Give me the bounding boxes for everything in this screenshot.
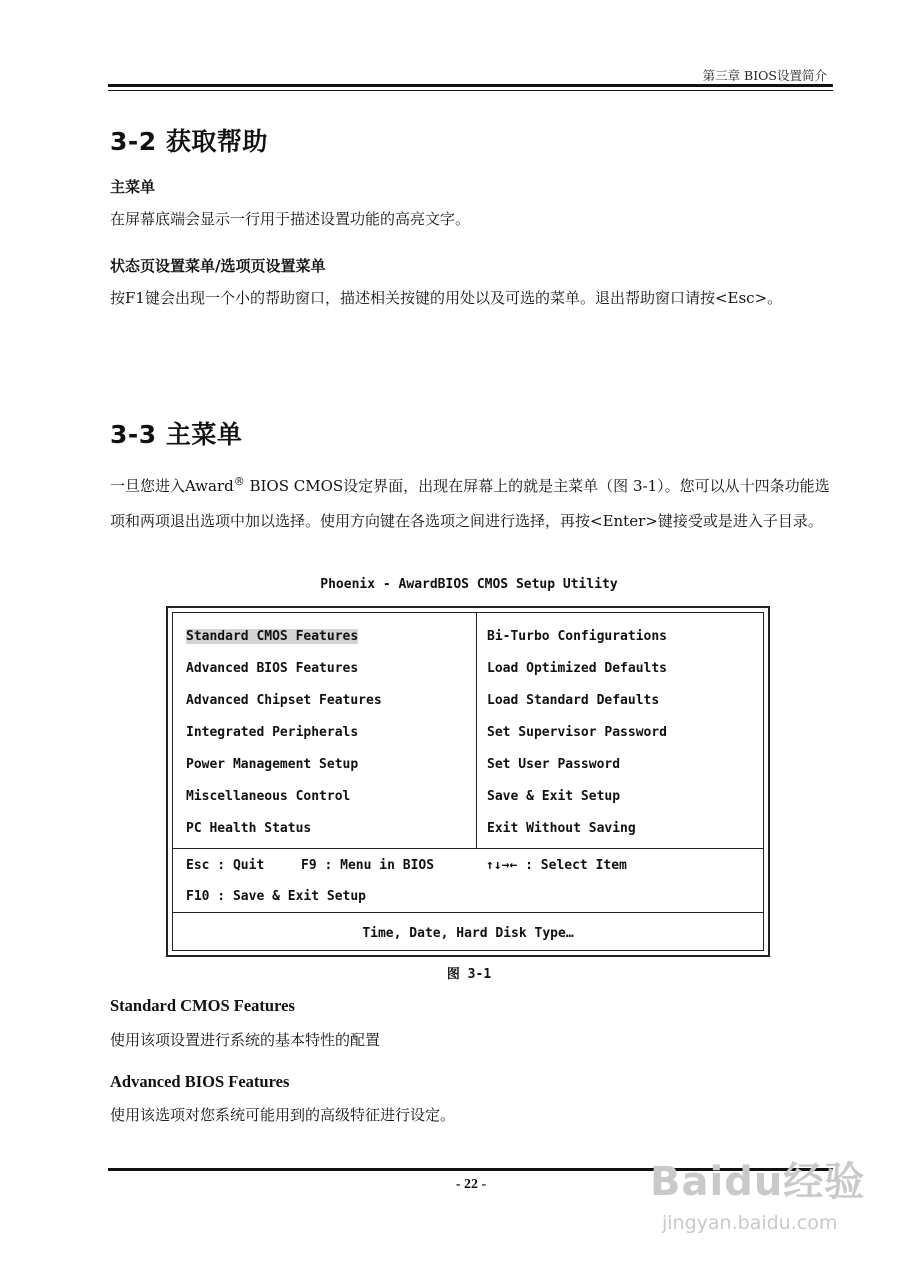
header-rule-thick (108, 84, 833, 87)
bios-menu-item-right[interactable]: Load Standard Defaults (487, 693, 660, 708)
baidu-watermark-logo: Baidu经验 (650, 1159, 866, 1205)
intro-text-part2: BIOS CMOS设定界面，出现在屏幕上的就是主菜单（图 3-1）。您可以从十四条功能选项和两项退出选项中加以选择。使用方向键在各选项之间进行选择，再按<Enter>键接受或是进入子目录。 (110, 477, 830, 530)
advanced-bios-heading: Advanced BIOS Features (110, 1072, 290, 1091)
bios-menu-item-right[interactable]: Set Supervisor Password (487, 725, 668, 740)
bios-menu-item-right[interactable]: Set User Password (487, 757, 621, 772)
bios-menu-item-left[interactable]: Integrated Peripherals (186, 725, 359, 740)
bios-keys-divider (173, 848, 763, 849)
registered-mark: ® (233, 475, 245, 488)
key-help-esc: Esc : Quit (186, 858, 265, 873)
bios-menu-item-right[interactable]: Load Optimized Defaults (487, 661, 668, 676)
section-title-3-3: 3-3 主菜单 (110, 420, 243, 449)
bios-menu-item-left[interactable]: Advanced BIOS Features (186, 661, 359, 676)
standard-cmos-heading: Standard CMOS Features (110, 996, 295, 1015)
figure-caption: 图 3-1 (446, 967, 492, 982)
section-title-3-2: 3-2 获取帮助 (110, 127, 268, 156)
bios-menu-item-right[interactable]: Exit Without Saving (487, 821, 636, 836)
bios-utility-title: Phoenix - AwardBIOS CMOS Setup Utility (320, 577, 618, 592)
bios-menu-item-right[interactable]: Save & Exit Setup (487, 789, 621, 804)
header-rule-thin (108, 90, 833, 91)
standard-cmos-description: 使用该项设置进行系统的基本特性的配置 (110, 1031, 381, 1049)
page-number: - 22 - (455, 1177, 487, 1192)
subheading-main-menu: 主菜单 (110, 178, 156, 196)
subheading-status-page-menu: 状态页设置菜单/选项页设置菜单 (110, 257, 326, 275)
running-header: 第三章 BIOS设置简介 (702, 68, 827, 83)
key-help-f9: F9 : Menu in BIOS (301, 858, 435, 873)
help-window-description: 按F1键会出现一个小的帮助窗口，描述相关按键的用处以及可选的菜单。退出帮助窗口请按<Esc>。 (110, 289, 783, 307)
main-menu-description: 在屏幕底端会显示一行用于描述设置功能的高亮文字。 (110, 210, 471, 228)
bios-status-line: Time, Date, Hard Disk Type… (362, 926, 574, 941)
bios-menu-item-left[interactable]: PC Health Status (186, 821, 312, 836)
bios-column-divider (476, 613, 477, 848)
bios-menu-item-left[interactable]: Miscellaneous Control (186, 789, 351, 804)
bios-menu-item-left[interactable]: Advanced Chipset Features (186, 693, 382, 708)
key-help-arrows: ↑↓→← : Select Item (486, 858, 627, 873)
bios-status-divider (173, 912, 763, 913)
main-menu-intro (110, 464, 835, 539)
bios-menu-item-left[interactable]: Standard CMOS Features (186, 629, 359, 644)
bios-menu-item-left[interactable]: Power Management Setup (186, 757, 359, 772)
key-help-f10: F10 : Save & Exit Setup (186, 889, 367, 904)
bios-setup-screen (166, 606, 770, 957)
bios-inner-frame (172, 612, 764, 951)
bios-menu-item-right[interactable]: Bi-Turbo Configurations (487, 629, 668, 644)
advanced-bios-description: 使用该选项对您系统可能用到的高级特征进行设定。 (110, 1106, 456, 1124)
intro-text-part1: 一旦您进入Award (110, 477, 234, 495)
baidu-watermark-url: jingyan.baidu.com (662, 1212, 838, 1234)
